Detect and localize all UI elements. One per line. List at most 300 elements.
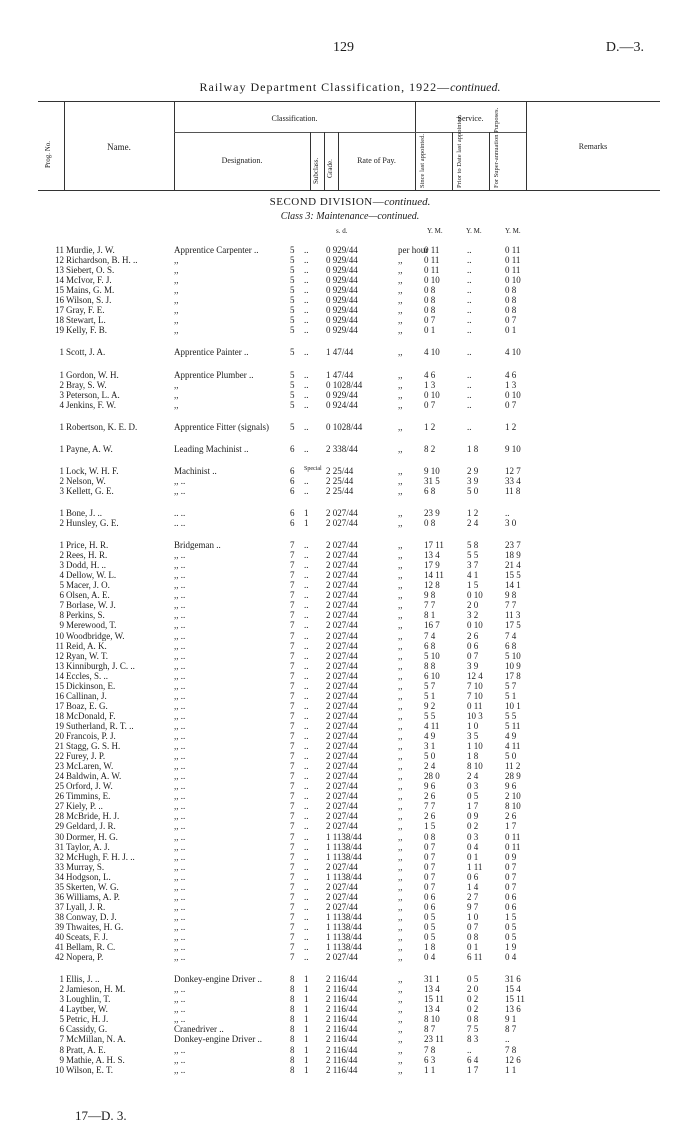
row-rate: 2 027/44 (326, 710, 358, 721)
row-superannuation: 0 7 (505, 861, 517, 872)
row-period: ,, (398, 984, 403, 995)
row-since-last: 0 7 (424, 871, 436, 882)
row-since-last: 9 8 (424, 590, 436, 601)
row-prior: 1 8 (467, 751, 479, 762)
row-name: McLaren, W. (66, 761, 114, 772)
row-number: 23 (55, 761, 64, 772)
row-name: Thwaites, H. G. (66, 921, 124, 932)
row-since-last: 17 11 (424, 540, 444, 551)
header-service: Service. (457, 114, 484, 123)
row-name: Sceats, F. J. (66, 932, 109, 942)
row-rate: 2 027/44 (326, 570, 358, 581)
row-subclass: 7 (290, 771, 295, 782)
row-grade: .. (304, 550, 309, 561)
row-since-last: 15 11 (424, 994, 444, 1005)
header-name: Name. (107, 142, 131, 152)
row-superannuation: 8 10 (505, 801, 521, 812)
row-subclass: 7 (290, 650, 295, 661)
row-designation: ,, .. (174, 891, 186, 902)
row-prior: 3 7 (467, 560, 479, 571)
row-grade: .. (304, 720, 309, 731)
row-name: Robertson, K. E. D. (66, 421, 138, 432)
row-name: Woodbridge, W. (66, 630, 125, 641)
table-row (0, 444, 700, 455)
row-superannuation: 7 8 (505, 1044, 517, 1055)
row-designation: ,, .. (174, 710, 186, 721)
row-grade: .. (304, 570, 309, 581)
row-since-last: 9 6 (424, 781, 436, 792)
row-designation: ,, .. (174, 640, 186, 651)
row-period: ,, (398, 630, 403, 641)
row-since-last: 3 1 (424, 741, 436, 752)
row-rate: 2 116/44 (326, 1004, 358, 1015)
row-prior: 3 9 (467, 660, 479, 671)
row-name: Merewood, T. (66, 620, 117, 631)
row-designation: ,, .. (174, 1004, 186, 1015)
row-period: ,, (398, 791, 403, 802)
row-grade: .. (304, 369, 309, 380)
row-since-last: 1 8 (424, 942, 436, 953)
row-since-last: 13 4 (424, 1004, 440, 1015)
row-subclass: 7 (290, 861, 295, 872)
row-name: Bray, S. W. (66, 379, 107, 390)
row-grade: 1 (304, 1024, 309, 1035)
row-grade: .. (304, 580, 309, 591)
row-number: 2 (59, 518, 64, 528)
row-name: Hodgson, L. (66, 871, 111, 882)
row-period: ,, (398, 801, 403, 812)
row-name: Murdie, J. W. (66, 245, 115, 255)
row-rate: 2 116/44 (326, 1014, 358, 1025)
row-grade: 1 (304, 1014, 309, 1025)
row-designation: ,, (174, 305, 179, 316)
row-number: 17 (55, 700, 64, 711)
row-since-last: 5 5 (424, 710, 436, 721)
row-since-last: 7 7 (424, 801, 436, 812)
row-name: Stewart, L. (66, 315, 106, 326)
row-subclass: 7 (290, 831, 295, 842)
units-row (0, 227, 700, 239)
row-rate: 2 116/44 (326, 1044, 358, 1055)
row-rate: 0 929/44 (326, 315, 358, 326)
row-grade: 1 (304, 984, 309, 995)
row-subclass: 8 (290, 1024, 295, 1035)
row-period: ,, (398, 751, 403, 762)
row-rate: 2 027/44 (326, 952, 358, 963)
row-subclass: 7 (290, 610, 295, 621)
row-period: ,, (398, 265, 403, 276)
row-designation: ,, .. (174, 881, 186, 892)
row-superannuation: 1 1 (505, 1064, 517, 1075)
header-grade: Grade. (326, 159, 334, 178)
row-since-last: 14 11 (424, 570, 444, 581)
row-number: 9 (59, 620, 64, 631)
row-name: Dickinson, E. (66, 680, 116, 691)
header-prog-no: Prog. No. (44, 140, 52, 168)
row-grade: .. (304, 600, 309, 611)
row-rate: 2 027/44 (326, 650, 358, 661)
row-superannuation: 17 5 (505, 620, 521, 631)
row-period: ,, (398, 347, 403, 358)
row-name: Taylor, A. J. (66, 841, 110, 852)
row-designation: Apprentice Plumber .. (174, 369, 254, 380)
row-grade: 1 (304, 994, 309, 1005)
row-period: ,, (398, 720, 403, 731)
row-subclass: 7 (290, 932, 295, 942)
row-subclass: 7 (290, 841, 295, 852)
row-number: 1 (59, 974, 64, 985)
row-number: 38 (55, 911, 64, 922)
row-designation: Leading Machinist .. (174, 443, 249, 454)
row-period: ,, (398, 485, 403, 496)
row-rate: 0 924/44 (326, 399, 358, 410)
division-main: SECOND DIVISION— (269, 196, 385, 208)
row-rate: 2 027/44 (326, 640, 358, 651)
row-number: 24 (55, 771, 64, 782)
row-subclass: 8 (290, 1054, 295, 1065)
row-period: ,, (398, 731, 403, 741)
row-superannuation: 31 6 (505, 974, 521, 985)
row-prior: .. (467, 421, 472, 432)
row-since-last: 0 7 (424, 399, 436, 410)
row-name: Conway, D. J. (66, 911, 117, 922)
row-number: 26 (55, 791, 64, 802)
row-subclass: 7 (290, 901, 295, 912)
row-name: Loughlin, T. (66, 994, 111, 1005)
row-name: Payne, A. W. (66, 443, 113, 454)
row-since-last: 6 8 (424, 485, 436, 496)
row-superannuation: 0 11 (505, 255, 521, 266)
row-period: ,, (398, 1034, 403, 1045)
row-prior: 2 6 (467, 630, 479, 641)
row-name: Kellett, G. E. (66, 485, 114, 496)
row-superannuation: 0 1 (505, 325, 517, 336)
row-period: ,, (398, 670, 403, 681)
row-period: ,, (398, 295, 403, 306)
row-since-last: 4 10 (424, 347, 440, 358)
row-superannuation: .. (505, 1034, 510, 1045)
row-subclass: 5 (290, 315, 295, 326)
row-prior: .. (467, 285, 472, 296)
row-period: ,, (398, 1054, 403, 1065)
row-grade: .. (304, 821, 309, 832)
row-since-last: 0 8 (424, 285, 436, 296)
row-rate: 2 116/44 (326, 1054, 358, 1065)
row-designation: ,, (174, 399, 179, 410)
row-rate: 0 929/44 (326, 255, 358, 266)
row-period: ,, (398, 590, 403, 601)
row-name: Cassidy, G. (66, 1024, 108, 1035)
row-prior: 1 2 (467, 507, 479, 518)
row-period: ,, (398, 932, 403, 942)
row-subclass: 7 (290, 630, 295, 641)
row-name: Rees, H. R. (66, 550, 108, 561)
row-since-last: 17 9 (424, 560, 440, 571)
row-name: Lock, W. H. F. (66, 465, 119, 476)
row-since-last: 5 10 (424, 650, 440, 661)
row-prior: 10 3 (467, 710, 483, 721)
row-superannuation: 0 10 (505, 275, 521, 286)
row-prior: 0 7 (467, 921, 479, 932)
row-since-last: 23 11 (424, 1034, 444, 1045)
row-subclass: 7 (290, 881, 295, 892)
row-superannuation: 11 8 (505, 485, 521, 496)
row-designation: ,, (174, 255, 179, 266)
row-designation: ,, (174, 315, 179, 326)
row-number: 36 (55, 891, 64, 902)
row-prior: .. (467, 1044, 472, 1055)
row-name: Lyall, J. R. (66, 901, 106, 912)
row-rate: 0 929/44 (326, 285, 358, 296)
row-grade: 1 (304, 1034, 309, 1045)
row-rate: 2 027/44 (326, 620, 358, 631)
row-designation: ,, .. (174, 984, 186, 995)
row-prior: 0 7 (467, 650, 479, 661)
row-since-last: 0 6 (424, 901, 436, 912)
row-since-last: 0 7 (424, 315, 436, 326)
row-since-last: 8 8 (424, 660, 436, 671)
division-continued: continued. (384, 196, 431, 208)
row-prior: 2 4 (467, 771, 479, 782)
row-period: ,, (398, 781, 403, 792)
row-rate: 0 1028/44 (326, 421, 363, 432)
row-rate: 2 027/44 (326, 901, 358, 912)
row-subclass: 7 (290, 640, 295, 651)
row-subclass: 7 (290, 540, 295, 551)
row-designation: ,, .. (174, 952, 186, 963)
row-grade: 1 (304, 518, 309, 528)
row-name: Reid, A. K. (66, 640, 107, 651)
row-period: ,, (398, 518, 403, 528)
row-prior: 0 4 (467, 841, 479, 852)
row-subclass: 6 (290, 485, 295, 496)
row-superannuation: 15 4 (505, 984, 521, 995)
row-number: 9 (59, 1054, 64, 1065)
row-name: Williams, A. P. (66, 891, 120, 902)
row-period: ,, (398, 921, 403, 932)
row-prior: 0 2 (467, 821, 479, 832)
row-name: Gordon, W. H. (66, 369, 119, 380)
row-grade: .. (304, 443, 309, 454)
row-grade: .. (304, 275, 309, 286)
row-rate: 1 1138/44 (326, 911, 362, 922)
row-prior: 1 7 (467, 1064, 479, 1075)
row-subclass: 7 (290, 891, 295, 902)
row-number: 13 (55, 265, 64, 276)
row-period: ,, (398, 771, 403, 782)
row-since-last: 0 11 (424, 245, 440, 255)
row-period: ,, (398, 901, 403, 912)
row-name: Kinniburgh, J. C. .. (66, 660, 135, 671)
row-period: ,, (398, 580, 403, 591)
row-rate: 2 027/44 (326, 861, 358, 872)
row-since-last: 13 4 (424, 984, 440, 995)
row-period: ,, (398, 680, 403, 691)
row-grade: .. (304, 620, 309, 631)
row-rate: 2 027/44 (326, 660, 358, 671)
row-grade: .. (304, 265, 309, 276)
row-rate: 0 929/44 (326, 325, 358, 336)
row-subclass: 7 (290, 560, 295, 571)
row-period: ,, (398, 974, 403, 985)
row-subclass: 8 (290, 1064, 295, 1075)
row-name: Ryan, W. T. (66, 650, 109, 661)
row-superannuation: 0 7 (505, 881, 517, 892)
row-rate: 2 027/44 (326, 610, 358, 621)
row-subclass: 7 (290, 570, 295, 581)
row-subclass: 7 (290, 670, 295, 681)
row-number: 37 (55, 901, 64, 912)
row-since-last: 6 8 (424, 640, 436, 651)
row-rate: 1 1138/44 (326, 831, 362, 842)
row-rate: 2 027/44 (326, 771, 358, 782)
row-since-last: 0 1 (424, 325, 436, 336)
row-since-last: 23 9 (424, 507, 440, 518)
row-superannuation: 10 1 (505, 700, 521, 711)
units-prior: Y. M. (466, 227, 482, 235)
row-grade: .. (304, 801, 309, 812)
row-subclass: 5 (290, 369, 295, 380)
row-prior: 6 11 (467, 952, 483, 963)
row-designation: ,, .. (174, 871, 186, 882)
row-prior: 0 6 (467, 640, 479, 651)
row-period: ,, (398, 389, 403, 400)
row-subclass: 5 (290, 265, 295, 276)
row-prior: 1 8 (467, 443, 479, 454)
row-period: ,, (398, 570, 403, 581)
row-prior: .. (467, 379, 472, 390)
row-name: Olsen, A. E. (66, 590, 110, 601)
row-name: Price, H. R. (66, 540, 109, 551)
row-superannuation: 9 8 (505, 590, 517, 601)
row-rate: 2 027/44 (326, 731, 358, 741)
row-prior: 0 6 (467, 871, 479, 882)
row-grade: .. (304, 485, 309, 496)
row-subclass: 8 (290, 974, 295, 985)
row-grade: .. (304, 475, 309, 486)
row-designation: ,, .. (174, 660, 186, 671)
row-name: Boaz, E. G. (66, 700, 108, 711)
row-name: Gray, F. E. (66, 305, 105, 316)
row-period: ,, (398, 861, 403, 872)
row-superannuation: 1 3 (505, 379, 517, 390)
header-prior-to: Prior to Date last appointed. (456, 114, 463, 188)
row-subclass: 8 (290, 994, 295, 1005)
row-designation: ,, .. (174, 700, 186, 711)
row-name: Richardson, B. H. .. (66, 255, 138, 266)
row-subclass: 7 (290, 952, 295, 963)
row-designation: Apprentice Fitter (signals) (174, 421, 269, 432)
row-designation: ,, .. (174, 600, 186, 611)
row-since-last: 4 11 (424, 720, 440, 731)
row-prior: 1 0 (467, 720, 479, 731)
row-name: Siebert, O. S. (66, 265, 115, 276)
row-number: 21 (55, 741, 64, 752)
row-rate: 1 1138/44 (326, 841, 362, 852)
row-since-last: 8 10 (424, 1014, 440, 1025)
row-number: 7 (59, 1034, 64, 1045)
row-number: 28 (55, 811, 64, 822)
row-period: ,, (398, 690, 403, 701)
row-since-last: 7 8 (424, 1044, 436, 1055)
row-designation: Cranedriver .. (174, 1024, 224, 1035)
row-name: Ellis, J. .. (66, 974, 100, 985)
row-rate: 2 027/44 (326, 761, 358, 772)
row-superannuation: 7 7 (505, 600, 517, 611)
row-name: Borlase, W. J. (66, 600, 116, 611)
row-rate: 0 929/44 (326, 265, 358, 276)
row-name: Baldwin, A. W. (66, 771, 122, 782)
row-period: ,, (398, 305, 403, 316)
row-rate: 2 116/44 (326, 974, 358, 985)
row-prior: .. (467, 265, 472, 276)
row-grade: .. (304, 741, 309, 752)
division-heading (0, 196, 700, 208)
row-grade: .. (304, 932, 309, 942)
row-superannuation: 9 10 (505, 443, 521, 454)
row-grade: 1 (304, 1054, 309, 1065)
row-designation: ,, .. (174, 821, 186, 832)
row-subclass: 5 (290, 379, 295, 390)
row-since-last: 4 6 (424, 369, 436, 380)
row-designation: ,, .. (174, 841, 186, 852)
row-designation: ,, .. (174, 801, 186, 812)
row-designation: ,, .. (174, 911, 186, 922)
row-rate: 2 027/44 (326, 811, 358, 822)
row-number: 19 (55, 720, 64, 731)
row-designation: ,, .. (174, 475, 186, 486)
row-superannuation: 12 7 (505, 465, 521, 476)
table-row (0, 422, 700, 433)
row-superannuation: 5 5 (505, 710, 517, 721)
row-superannuation: 17 8 (505, 670, 521, 681)
row-name: Sutherland, R. T. .. (66, 720, 134, 731)
row-name: Jamieson, H. M. (66, 984, 126, 995)
row-designation: Bridgeman .. (174, 540, 221, 551)
row-since-last: 28 0 (424, 771, 440, 782)
row-subclass: 5 (290, 399, 295, 410)
row-since-last: 0 5 (424, 911, 436, 922)
row-number: 15 (55, 285, 64, 296)
row-number: 6 (59, 590, 64, 601)
row-since-last: 1 5 (424, 821, 436, 832)
row-number: 2 (59, 550, 64, 561)
row-since-last: 0 8 (424, 518, 436, 528)
row-name: Nelson, W. (66, 475, 106, 486)
row-rate: 2 116/44 (326, 1024, 358, 1035)
row-period: ,, (398, 325, 403, 336)
row-designation: ,, .. (174, 590, 186, 601)
row-number: 1 (59, 465, 64, 476)
row-rate: 2 116/44 (326, 984, 358, 995)
row-designation: ,, .. (174, 811, 186, 822)
row-number: 1 (59, 369, 64, 380)
row-subclass: 5 (290, 347, 295, 358)
row-prior: 0 10 (467, 590, 483, 601)
table-row (0, 400, 700, 411)
row-designation: ,, .. (174, 791, 186, 802)
row-prior: 0 3 (467, 781, 479, 792)
row-since-last: 31 1 (424, 974, 440, 985)
row-number: 13 (55, 660, 64, 671)
row-period: ,, (398, 841, 403, 852)
row-grade: .. (304, 325, 309, 336)
row-number: 3 (59, 485, 64, 496)
row-since-last: 16 7 (424, 620, 440, 631)
row-since-last: 0 7 (424, 861, 436, 872)
page-title (0, 80, 700, 95)
row-prior: 1 10 (467, 741, 483, 752)
